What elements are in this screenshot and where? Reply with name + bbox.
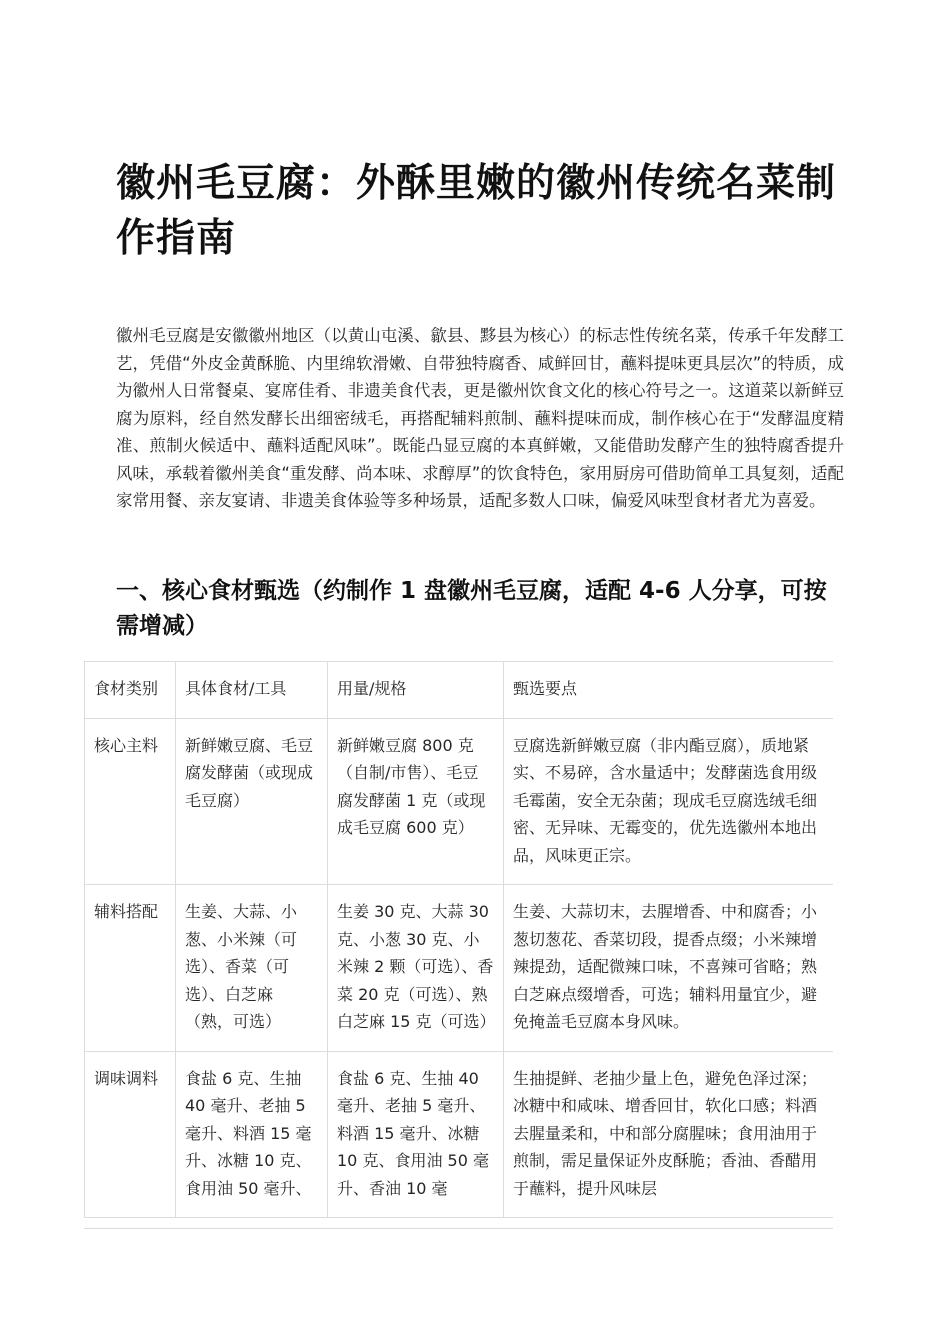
table-row <box>85 885 834 1052</box>
page-title: 徽州毛豆腐：外酥里嫩的徽州传统名菜制作指南 <box>116 161 837 261</box>
table-row <box>85 718 834 885</box>
table-row <box>85 1051 834 1218</box>
intro-paragraph: 徽州毛豆腐是安徽徽州地区（以黄山屯溪、歙县、黟县为核心）的标志性传统名菜，传承千年发酵工艺，凭借“外皮金黄酥脆、内里绵软滑嫩、自带独特腐香、咸鲜回甘，蘸料提味更具层次”的特质，成为徽州人日常餐桌、宴席佳肴、非遗美食代表，更是徽州饮食文化的核心符号之一。这道菜以新鲜豆腐为原料，经自然发酵长出细密绒毛，再搭配辅料煎制、蘸料提味而成，制作核心在于“发酵温度精准、煎制火候适中、蘸料适配风味”。既能凸显豆腐的本真鲜嫩，又能借助发酵产生的独特腐香提升风味，承载着徽州美食“重发酵、尚本味、求醇厚”的饮食特色，家用厨房可借助简单工具复刻，适配家常用餐、亲友宴请、非遗美食体验等多种场景，适配多数人口味，偏爱风味型食材者尤为喜爱。 <box>116 326 844 510</box>
table-header-row <box>85 662 834 719</box>
cell-items: 新鲜嫩豆腐、毛豆腐发酵菌（或现成毛豆腐） <box>176 718 328 885</box>
column-header-items: 具体食材/工具 <box>176 662 328 719</box>
cell-notes: 生抽提鲜、老抽少量上色，避免色泽过深；冰糖中和咸味、增香回甘，软化口感；料酒去腥量柔和，中和部分腐腥味；食用油用于煎制，需足量保证外皮酥脆；香油、香醋用于蘸料，提升风味层 <box>504 1051 834 1218</box>
cell-notes: 生姜、大蒜切末，去腥增香、中和腐香；小葱切葱花、香菜切段，提香点缀；小米辣增辣提劲，适配微辣口味，不喜辣可省略；熟白芝麻点缀增香，可选；辅料用量宜少，避免掩盖毛豆腐本身风味。 <box>504 885 834 1052</box>
column-header-amount: 用量/规格 <box>328 662 504 719</box>
cell-amount: 新鲜嫩豆腐 800 克（自制/市售）、毛豆腐发酵菌 1 克（或现成毛豆腐 600 克） <box>328 718 504 885</box>
section-heading-ingredients: 一、核心食材甄选（约制作 1 盘徽州毛豆腐，适配 4-6 人分享，可按需增减） <box>116 578 827 639</box>
column-header-category: 食材类别 <box>85 662 176 719</box>
ingredients-table-container <box>84 661 833 1229</box>
cell-amount: 生姜 30 克、大蒜 30 克、小葱 30 克、小米辣 2 颗（可选）、香菜 20 克（可选）、熟白芝麻 15 克（可选） <box>328 885 504 1052</box>
cell-notes: 豆腐选新鲜嫩豆腐（非内酯豆腐），质地紧实、不易碎，含水量适中；发酵菌选食用级毛霉菌，安全无杂菌；现成毛豆腐选绒毛细密、无异味、无霉变的，优先选徽州本地出品，风味更正宗。 <box>504 718 834 885</box>
cell-amount: 食盐 6 克、生抽 40 毫升、老抽 5 毫升、料酒 15 毫升、冰糖 10 克、食用油 50 毫升、香油 10 毫 <box>328 1051 504 1218</box>
column-header-notes: 甄选要点 <box>504 662 834 719</box>
cell-items: 食盐 6 克、生抽 40 毫升、老抽 5 毫升、料酒 15 毫升、冰糖 10 克、食用油 50 毫升、 <box>176 1051 328 1218</box>
cell-category: 辅料搭配 <box>85 885 176 1052</box>
cell-category: 核心主料 <box>85 718 176 885</box>
ingredients-table <box>84 661 833 1218</box>
cell-items: 生姜、大蒜、小葱、小米辣（可选）、香菜（可选）、白芝麻（熟，可选） <box>176 885 328 1052</box>
cell-category: 调味调料 <box>85 1051 176 1218</box>
